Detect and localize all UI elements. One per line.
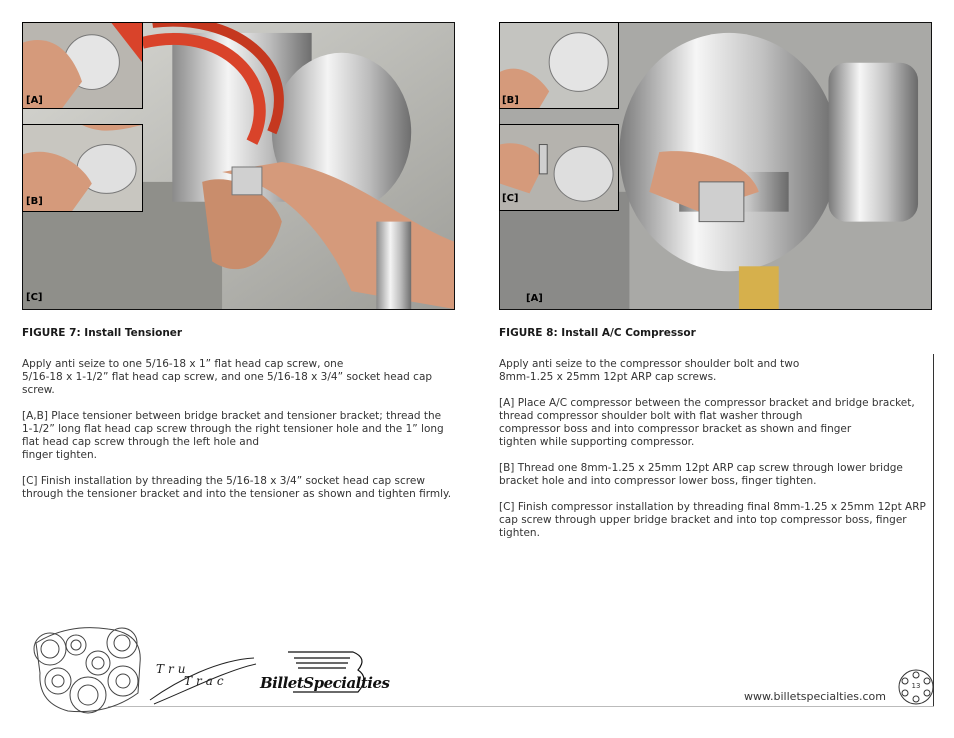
footer-rule [108, 706, 934, 707]
figure-8-label-c: [C] [502, 193, 519, 204]
belt-drive-icon [28, 623, 148, 715]
figure-7-paragraph-1: Apply anti seize to one 5/16-18 x 1” flat head cap screw, one 5/16-18 x 1-1/2” flat head cap screw, and one 5/16-18 x 3/4” socket head cap screw. [22, 358, 433, 396]
figure-8-paragraph-1: Apply anti seize to the compressor shoulder bolt and two 8mm-1.25 x 25mm 12pt ARP cap screws. [499, 358, 800, 383]
figure-7-title: FIGURE 7: Install Tensioner [22, 327, 183, 339]
figure-7-label-c: [C] [26, 292, 43, 303]
trutrac-word-tru: Tru [156, 662, 190, 676]
trutrac-word-trac: Trac [184, 674, 228, 688]
billet-specialties-logo [258, 648, 418, 702]
trutrac-logo [148, 650, 258, 706]
figure-7-label-a: [A] [26, 95, 43, 106]
figure-8-label-b: [B] [502, 95, 519, 106]
right-margin-rule [933, 354, 934, 706]
figure-7-paragraph-2: [A,B] Place tensioner between bridge bracket and tensioner bracket; thread the 1-1/2” long flat head cap screw through the right tensioner hole and the 1” long flat head cap screw through the left hole and finger tighten. [22, 410, 444, 461]
figure-7-label-b: [B] [26, 196, 43, 207]
figure-8-paragraph-2: [A] Place A/C compressor between the compressor bracket and bridge bracket, thread compressor shoulder bolt with flat washer through compressor boss and into compressor bracket as shown and finger tighten while supporting compressor. [499, 397, 915, 448]
belt-drive-logo [28, 623, 148, 715]
figure-8-label-a: [A] [526, 293, 543, 304]
page-number: 13 [911, 682, 921, 690]
figure-7-paragraph-3: [C] Finish installation by threading the 5/16-18 x 3/4” socket head cap screw through the tensioner bracket and into the tensioner as shown and tighten firmly. [22, 475, 452, 500]
billet-specialties-wordmark: BilletSpecialties [260, 674, 390, 692]
figure-8-title: FIGURE 8: Install A/C Compressor [499, 327, 696, 339]
website-url[interactable]: www.billetspecialties.com [744, 690, 886, 703]
figure-8-paragraph-3: [B] Thread one 8mm-1.25 x 25mm 12pt ARP cap screw through lower bridge bracket hole and into compressor lower boss, finger tighten. [499, 462, 903, 487]
figure-8-paragraph-4: [C] Finish compressor installation by threading final 8mm-1.25 x 25mm 12pt ARP cap screw through upper bridge bracket and into top compressor boss, finger tighten. [499, 501, 926, 539]
